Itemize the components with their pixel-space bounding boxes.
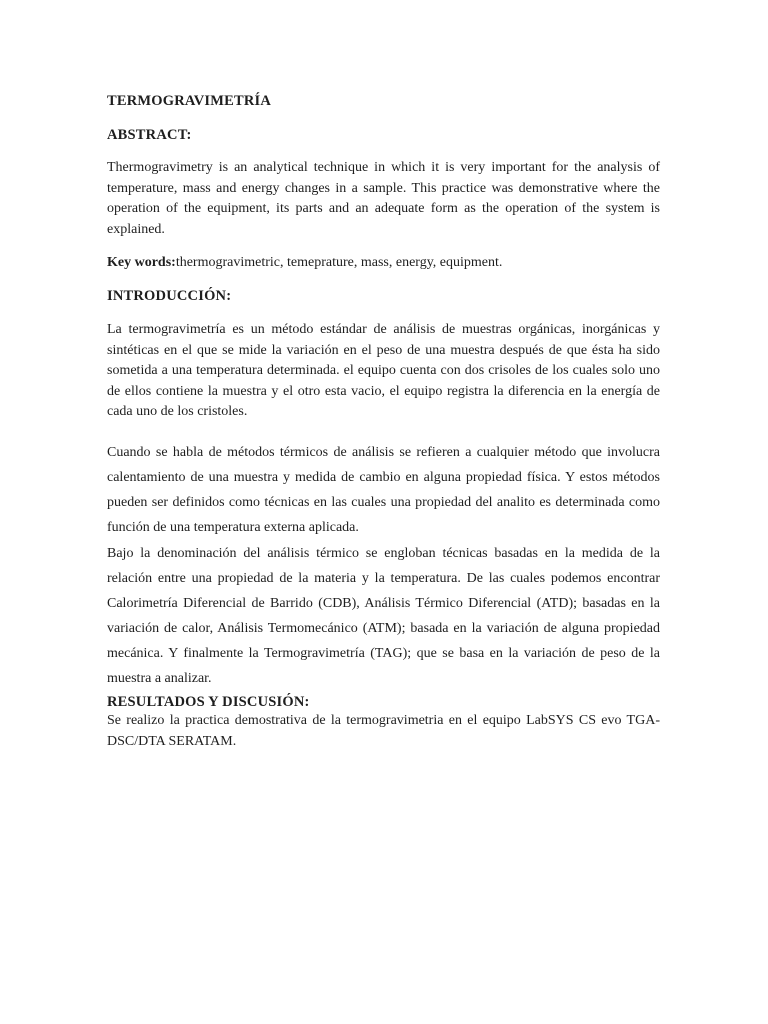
results-heading: RESULTADOS Y DISCUSIÓN: <box>107 694 310 710</box>
results-paragraph: Se realizo la practica demostrativa de la termogravimetria en el equipo LabSYS CS evo TGA-DSC/DTA SERATAM. <box>107 713 660 749</box>
keywords-line <box>107 253 660 274</box>
abstract-paragraph: Thermogravimetry is an analytical technique in which it is very important for the analysis of temperature, mass and energy changes in a sample. This practice was demonstrative where the operation of the equipment, its parts and an adequate form as the operation of the system is explained. <box>107 160 660 237</box>
keywords-label: Key words: <box>107 255 176 270</box>
introduction-heading: INTRODUCCIÓN: <box>107 288 232 304</box>
introduction-paragraph-2: Cuando se habla de métodos térmicos de análisis se refieren a cualquier método que involucra calentamiento de una muestra y medida de cambio en alguna propiedad física. Y estos métodos pueden ser definidos como técnicas en las cuales una propiedad del analito es determinada como función de una temperatura externa aplicada. <box>107 445 660 535</box>
abstract-heading: ABSTRACT: <box>107 127 192 143</box>
document-title: TERMOGRAVIMETRÍA <box>107 93 272 109</box>
keywords-text: thermogravimetric, temeprature, mass, energy, equipment. <box>175 255 503 270</box>
introduction-paragraph-1: La termogravimetría es un método estándar de análisis de muestras orgánicas, inorgánicas y sintéticas en el que se mide la variación en el peso de una muestra después de que ésta ha sido sometida a una temperatura determinada. el equipo cuenta con dos crisoles de los cuales solo uno de ellos contiene la muestra y el otro esta vacio, el equipo registra la diferencia en la energía de cada uno de los cristoles. <box>107 322 660 419</box>
introduction-paragraph-3: Bajo la denominación del análisis térmico se engloban técnicas basadas en la medida de la relación entre una propiedad de la materia y la temperatura. De las cuales podemos encontrar Calorimetría Diferencial de Barrido (CDB), Análisis Térmico Diferencial (ATD); basadas en la variación de calor, Análisis Termomecánico (ATM); basada en la variación de alguna propiedad mecánica. Y finalmente la Termogravimetría (TAG); que se basa en la variación de peso de la muestra a analizar. <box>107 546 660 686</box>
